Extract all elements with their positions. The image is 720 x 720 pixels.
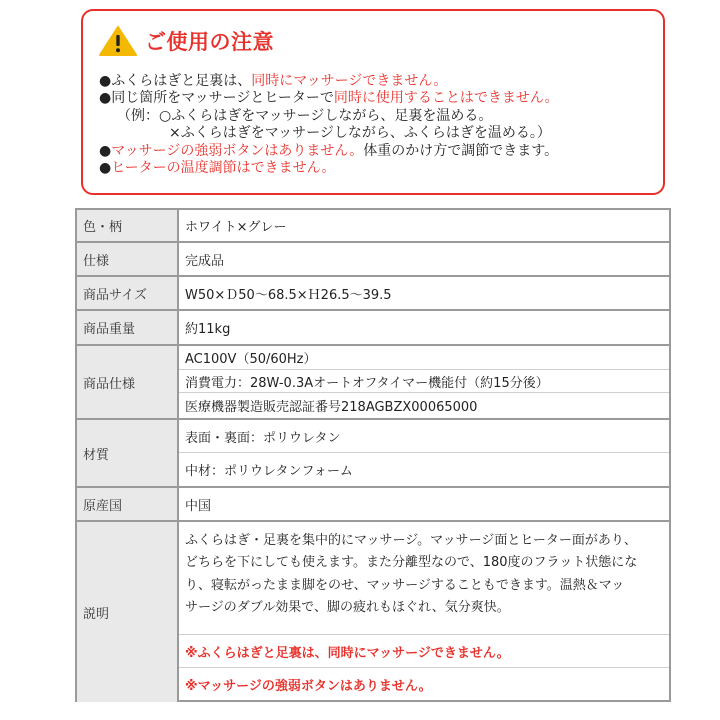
spec-value: AC100V（50/60Hz）	[179, 346, 669, 370]
spec-value: 完成品	[185, 253, 225, 269]
caution-highlight: 同時にマッサージできません。	[251, 73, 448, 89]
spec-value: ホワイト×グレー	[185, 220, 287, 235]
caution-text: ●	[99, 142, 112, 159]
caution-example-line	[99, 125, 653, 142]
spec-row-color	[77, 210, 669, 243]
usage-caution-box	[81, 9, 665, 195]
caution-line	[99, 73, 653, 90]
caution-lines	[99, 73, 653, 177]
description-line: り、寝転がったまま脚をのせ、マッサージすることもできます。温熱＆マッ	[185, 577, 625, 593]
spec-label: 商品サイズ	[77, 277, 179, 309]
warning-icon	[99, 26, 137, 56]
spec-value: 中材：ポリウレタンフォーム	[185, 464, 353, 479]
caution-text: ●ふくらはぎと足裏は、	[99, 73, 252, 89]
spec-row-description	[77, 522, 669, 702]
spec-value: 中国	[185, 498, 212, 514]
caution-line	[99, 143, 653, 160]
caution-highlight: ヒーターの温度調節はできません。	[111, 160, 336, 177]
spec-value: 医療機器製造販売認証番号218AGBZX00065000	[185, 400, 478, 415]
spec-row-material	[77, 420, 669, 488]
caution-line	[99, 160, 653, 177]
caution-text: ●	[99, 160, 112, 177]
caution-text: （例：○ふくらはぎをマッサージしながら、足裏を温める。	[117, 107, 493, 124]
spec-label: 仕様	[77, 243, 179, 275]
spec-row-origin	[77, 488, 669, 522]
caution-title: ご使用の注意	[145, 30, 274, 54]
caution-example-line	[99, 108, 653, 125]
description-note: ※マッサージの強弱ボタンはありません。	[185, 678, 432, 694]
description-line: サージのダブル効果で、脚の疲れもほぐれ、気分爽快。	[185, 600, 510, 616]
spec-value: 表面・裏面：ポリウレタン	[179, 420, 669, 453]
caution-header	[99, 23, 653, 59]
spec-row-type	[77, 243, 669, 277]
spec-label: 原産国	[77, 488, 179, 520]
caution-text: ●同じ箇所をマッサージとヒーターで	[99, 90, 334, 107]
spec-value: W50×Ｄ50〜68.5×Ｈ26.5〜39.5	[185, 287, 392, 303]
caution-text: ×ふくらはぎをマッサージしながら、ふくらはぎを温める。）	[169, 125, 551, 142]
spec-value: 消費電力：28W-0.3Aオートオフタイマー機能付（約15分後）	[179, 370, 669, 393]
spec-row-weight	[77, 311, 669, 346]
spec-label: 商品重量	[77, 311, 179, 344]
description-line: ふくらはぎ・足裏を集中的にマッサージ。マッサージ面とヒーター面があり、	[185, 533, 637, 548]
spec-label: 材質	[77, 420, 179, 486]
spec-row-specification	[77, 346, 669, 420]
caution-text: 体重のかけ方で調節できます。	[363, 142, 559, 159]
description-text	[179, 522, 669, 635]
spec-row-size	[77, 277, 669, 311]
spec-value: 約11kg	[185, 322, 231, 337]
caution-highlight: マッサージの強弱ボタンはありません。	[111, 142, 364, 159]
caution-highlight: 同時に使用することはできません。	[333, 90, 559, 107]
spec-label: 商品仕様	[77, 346, 179, 418]
spec-label: 色・柄	[77, 210, 179, 241]
description-line: どちらを下にしても使えます。また分離型なので、180度のフラット状態にな	[185, 555, 638, 571]
spec-table	[75, 208, 671, 702]
description-note: ※ふくらはぎと足裏は、同時にマッサージできません。	[179, 635, 669, 668]
caution-line	[99, 90, 653, 107]
spec-label: 説明	[77, 522, 179, 702]
